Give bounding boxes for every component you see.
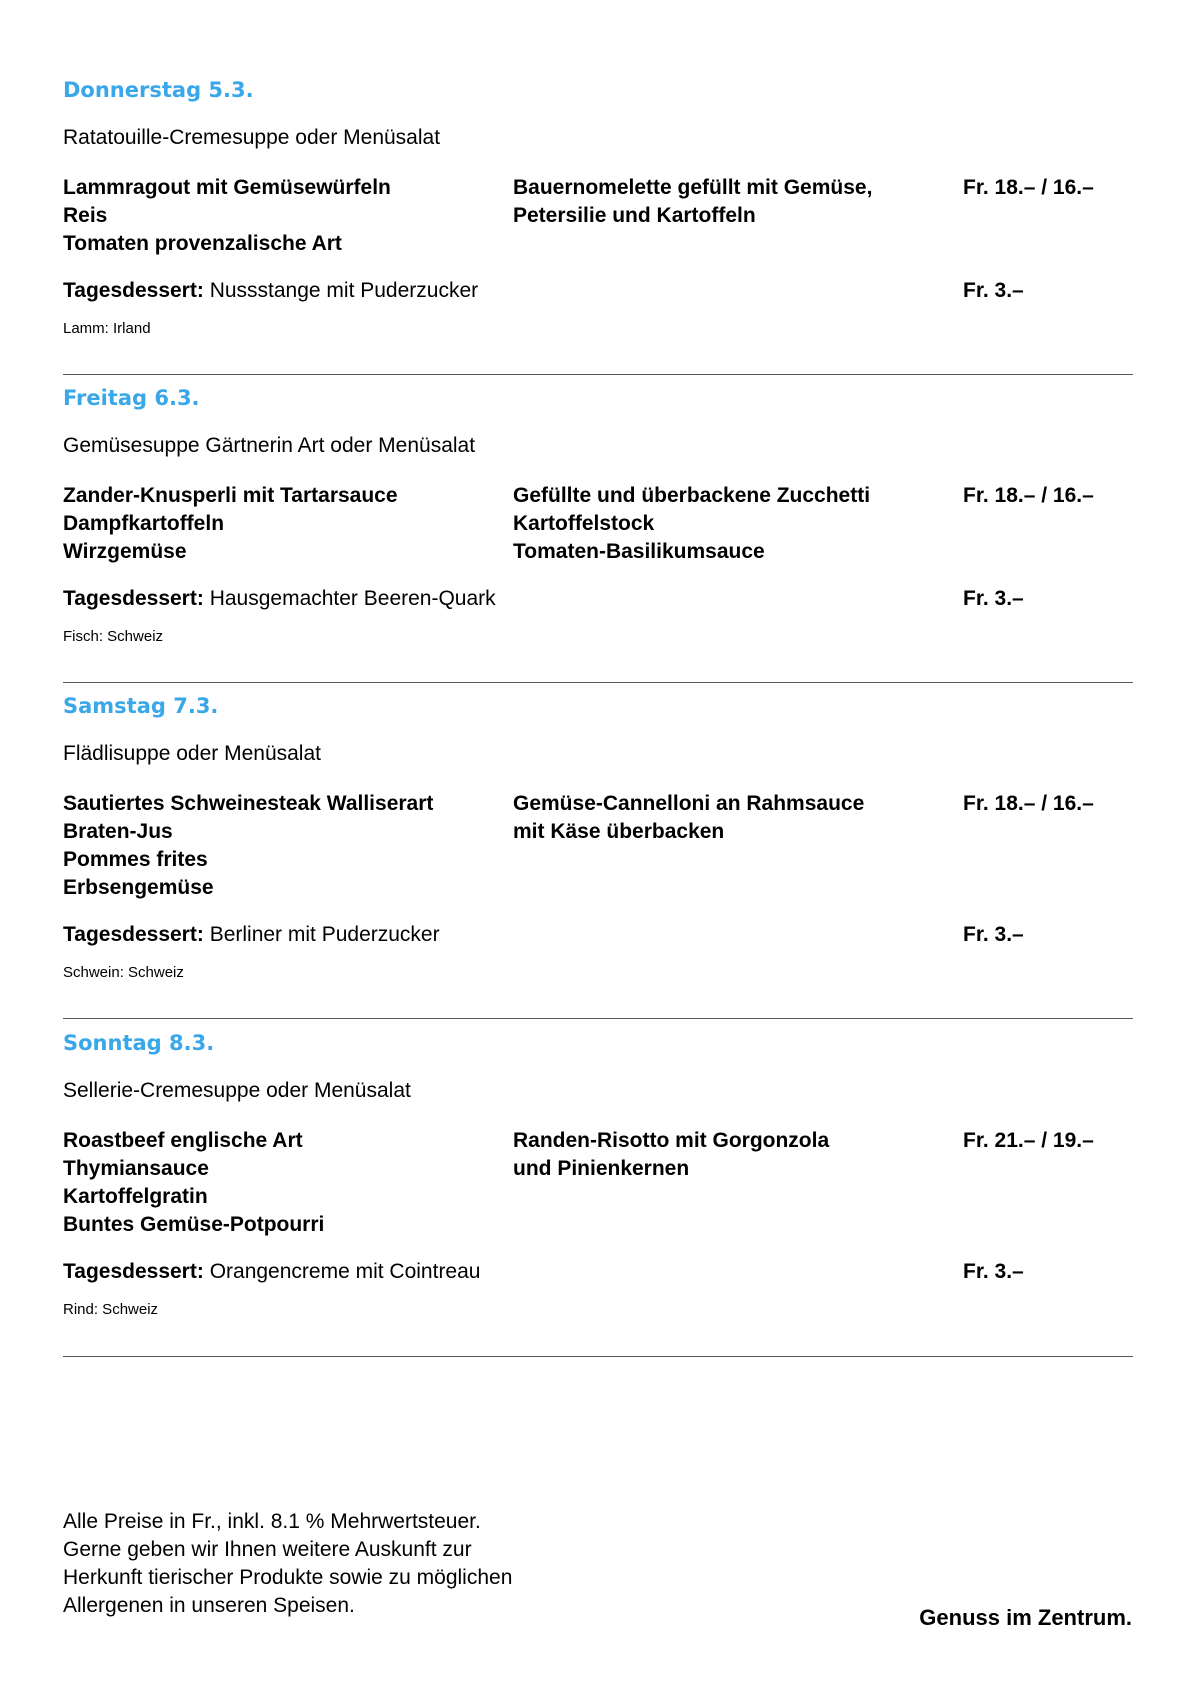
- meat-origin: Fisch: Schweiz: [63, 628, 164, 645]
- day-title: Donnerstag 5.3.: [63, 78, 254, 102]
- veg-dish: [513, 1127, 829, 1183]
- dessert-name: Orangencreme mit Cointreau: [209, 1260, 481, 1283]
- dessert-price: Fr. 3.–: [963, 923, 1024, 946]
- meat-origin: Rind: Schweiz: [63, 1301, 159, 1318]
- section-divider: [63, 1356, 1133, 1357]
- veg-dish-line: Bauernomelette gefüllt mit Gemüse,: [513, 176, 873, 199]
- veg-dish-line: Gefüllte und überbackene Zucchetti: [513, 484, 871, 507]
- dessert-name: Hausgemachter Beeren-Quark: [209, 587, 496, 610]
- day-title: Freitag 6.3.: [63, 386, 200, 410]
- veg-dish: [513, 174, 872, 230]
- veg-dish-line: Gemüse-Cannelloni an Rahmsauce: [513, 792, 865, 815]
- dessert-line: [63, 279, 478, 303]
- note-line: Allergenen in unseren Speisen.: [63, 1594, 355, 1617]
- price-info-note: [63, 1508, 512, 1620]
- meat-dish: [63, 790, 433, 902]
- dessert-line: [63, 1260, 480, 1284]
- veg-dish-line: Randen-Risotto mit Gorgonzola: [513, 1129, 830, 1152]
- veg-dish-line: Petersilie und Kartoffeln: [513, 204, 756, 227]
- dessert-label: Tagesdessert:: [63, 923, 204, 946]
- menu-price: Fr. 18.– / 16.–: [963, 176, 1094, 199]
- veg-dish: [513, 790, 864, 846]
- dessert-line: [63, 587, 496, 611]
- day-title: Sonntag 8.3.: [63, 1031, 215, 1055]
- meat-dish-line: Wirzgemüse: [63, 540, 187, 563]
- menu-price: Fr. 21.– / 19.–: [963, 1129, 1094, 1152]
- day-title: Samstag 7.3.: [63, 694, 219, 718]
- meat-dish-line: Sautiertes Schweinesteak Walliserart: [63, 792, 434, 815]
- meat-dish-line: Kartoffelgratin: [63, 1185, 208, 1208]
- meat-dish-line: Reis: [63, 204, 108, 227]
- slogan: Genuss im Zentrum.: [919, 1605, 1132, 1630]
- dessert-label: Tagesdessert:: [63, 279, 204, 302]
- soup-line: Ratatouille-Cremesuppe oder Menüsalat: [63, 126, 441, 149]
- meat-dish: [63, 174, 391, 258]
- dessert-label: Tagesdessert:: [63, 587, 204, 610]
- meat-dish: [63, 482, 398, 566]
- dessert-price: Fr. 3.–: [963, 1260, 1024, 1283]
- note-line: Gerne geben wir Ihnen weitere Auskunft zur: [63, 1538, 472, 1561]
- soup-line: Sellerie-Cremesuppe oder Menüsalat: [63, 1079, 411, 1102]
- dessert-name: Nussstange mit Puderzucker: [209, 279, 479, 302]
- meat-dish-line: Erbsengemüse: [63, 876, 214, 899]
- dessert-price: Fr. 3.–: [963, 279, 1024, 302]
- veg-dish: [513, 482, 870, 566]
- veg-dish-line: und Pinienkernen: [513, 1157, 690, 1180]
- menu-price: Fr. 18.– / 16.–: [963, 792, 1094, 815]
- meat-dish: [63, 1127, 324, 1239]
- meat-origin: Schwein: Schweiz: [63, 964, 184, 981]
- meat-origin: Lamm: Irland: [63, 320, 151, 337]
- menu-price: Fr. 18.– / 16.–: [963, 484, 1094, 507]
- dessert-line: [63, 923, 440, 947]
- veg-dish-line: mit Käse überbacken: [513, 820, 725, 843]
- veg-dish-line: Tomaten-Basilikumsauce: [513, 540, 765, 563]
- dessert-label: Tagesdessert:: [63, 1260, 204, 1283]
- veg-dish-line: Kartoffelstock: [513, 512, 655, 535]
- section-divider: [63, 374, 1133, 375]
- meat-dish-line: Roastbeef englische Art: [63, 1129, 303, 1152]
- meat-dish-line: Dampfkartoffeln: [63, 512, 225, 535]
- section-divider: [63, 682, 1133, 683]
- note-line: Alle Preise in Fr., inkl. 8.1 % Mehrwertsteuer.: [63, 1510, 481, 1533]
- soup-line: Gemüsesuppe Gärtnerin Art oder Menüsalat: [63, 434, 476, 457]
- meat-dish-line: Zander-Knusperli mit Tartarsauce: [63, 484, 398, 507]
- meat-dish-line: Lammragout mit Gemüsewürfeln: [63, 176, 391, 199]
- meat-dish-line: Buntes Gemüse-Potpourri: [63, 1213, 325, 1236]
- dessert-price: Fr. 3.–: [963, 587, 1024, 610]
- meat-dish-line: Braten-Jus: [63, 820, 173, 843]
- meat-dish-line: Pommes frites: [63, 848, 208, 871]
- soup-line: Flädlisuppe oder Menüsalat: [63, 742, 321, 765]
- note-line: Herkunft tierischer Produkte sowie zu möglichen: [63, 1566, 513, 1589]
- meat-dish-line: Thymiansauce: [63, 1157, 209, 1180]
- meat-dish-line: Tomaten provenzalische Art: [63, 232, 342, 255]
- dessert-name: Berliner mit Puderzucker: [209, 923, 440, 946]
- section-divider: [63, 1018, 1133, 1019]
